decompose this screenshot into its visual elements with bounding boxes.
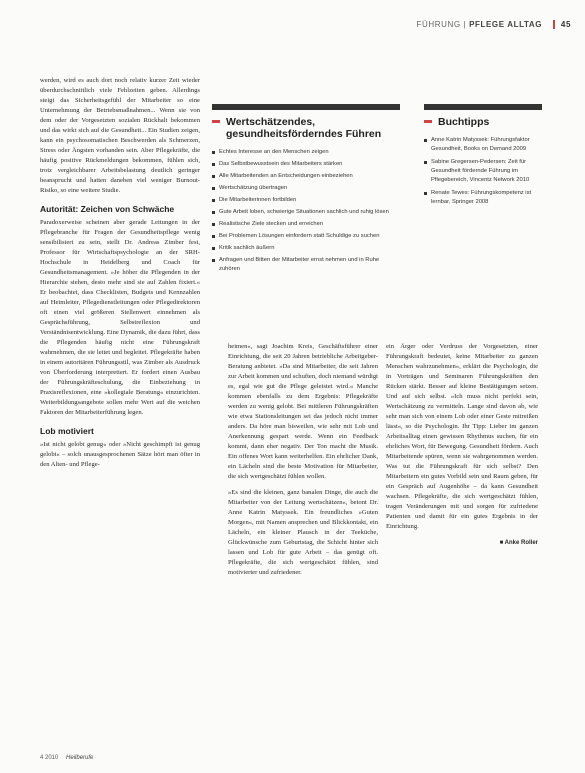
info-box-item: Gute Arbeit loben, schwierige Situationen sachlich und ruhig lösen [212, 208, 400, 217]
book-tips-list [424, 136, 542, 207]
subheading-praise: Lob motiviert [40, 426, 94, 436]
info-box-list [212, 148, 400, 274]
left-paragraph-1: werden, wird es auch dort noch relativ kurzer Zeit wieder überdurchschnittlich viele Fehlzeiten geben. Allerdings steigt das Sicherheitsgefühl der Mitarbeiter so eine Unternehmung der Betriebsmaßnahmen... Wenn sie von dem oder der Vorgesetzten sozialen Rückhalt bekommen und das wirkt sich auf die Gesundheit... Ein Studien zeigen, kann ein psychosomatischen Beschwerden als Schmerzen, Stress oder Ängsten vorhanden sein. Aber Pflegekräfte, die häufig positive Rückmeldungen bekommen, fühlen sich, trotz vergleichbarer Arbeitsbelastung deutlich geringer beansprucht und hatten daneben viel weniger Burnout-Risiko, so eine weitere Studie. [40, 77, 200, 194]
header-category: PFLEGE ALLTAG [469, 20, 543, 29]
info-box-item: Das Selbstbewusstsein des Mitarbeiters stärken [212, 160, 400, 169]
author-credit: ■ Anke Roller [499, 540, 538, 546]
left-paragraph-3: »Ist nicht gelobt genug« oder »Nicht geschimpft ist genug gelobt« – solch unausgesprochenen Sätze hört man öfter in den Alten- und Pflege- [40, 441, 200, 468]
issue-number: 4 2010 [40, 755, 59, 761]
info-box-item: Kritik sachlich äußern [212, 244, 400, 253]
left-column [40, 76, 200, 476]
right-column [386, 342, 538, 548]
info-box-leadership [212, 104, 400, 320]
info-box-item: Wertschätzung übertragen [212, 184, 400, 193]
book-tips-title: Buchtipps [424, 110, 542, 136]
book-tips-box [424, 104, 542, 310]
author-name: Anke Roller [504, 540, 538, 546]
mid-paragraph-2: »Es sind die kleinen, ganz banalen Dinge, die auch die Mitarbeiter von der Leitung wertschätzen«, betont Dr. Anne Katrin Matyssek. Ein freundliches »Guten Morgen«, mit Namen ansprechen und Blickkontakt, ein Lächeln, ein kleiner Plausch in der Teeküche, Glückwünsche zum Geburtstag, die Schicht hinter sich lassen und Lob für gute Arbeit – das genügt oft. Pflegekräfte, die sich wertgeschätzt fühlen, sind motivierter und zufriedener. [228, 489, 378, 576]
info-box-title: Wertschätzendes, gesundheitsförderndes Führen [212, 110, 400, 148]
info-box-item: Bei Problemen Lösungen einfordern statt Schuldige zu suchen [212, 232, 400, 241]
middle-column [228, 342, 378, 584]
info-box-item: Anfragen und Bitten der Mitarbeiter ernst nehmen und in Ruhe zuhören [212, 256, 400, 274]
page-footer [40, 755, 93, 761]
info-box-item: Die Mitarbeiterinnen fortbilden [212, 196, 400, 205]
book-tip-item: Sabine Gregersen-Pedersen: Zeit für Gesundheit fördernde Führung im Pflegebereich, Vincentz Network 2010 [424, 158, 542, 185]
book-tip-item: Anne Katrin Matyssek: Führungsfaktor Gesundheit, Books on Demand 2009 [424, 136, 542, 154]
info-box-item: Alle Mitarbeitenden an Entscheidungen einbeziehen [212, 172, 400, 181]
page-number: 45 [553, 20, 571, 29]
running-header: FÜHRUNG | PFLEGE ALLTAG 45 [416, 20, 571, 29]
info-box-item: Realistische Ziele stecken und erreichen [212, 220, 400, 229]
info-box-item: Echtes Interesse an den Menschen zeigen [212, 148, 400, 157]
mid-paragraph-1: heimen«, sagt Joachim Kreis, Geschäftsführer einer Einrichtung, die seit 20 Jahren betriebliche Arbeitgeber-Beratung anbietet. »Da sind Mitarbeiter, die seit Jahren zur Arbeit kommen und schuften, doch niemand würdigt es, egal wie gut die Pflege geleistet wird.« Manche kommen ebenfalls zu dem Ergebnis: Pflegekräfte werden zu wenig gelobt. Bei mittleren Führungskräften wie etwa Stationsleitungen sei das jedoch nicht immer anders. Da höre man bisweilen, wie sehr mit Lob und Anerkennung gespart werde. Wenn ein Feedback kommt, dann eher negativ. Der Ton macht die Musik. Ein offenes Wort kann weiterhelfen. Ein ehrlicher Dank, ein Lächeln sind die beste Motivation für Mitarbeiter, die sich wertgeschätzt fühlen wollen. [228, 343, 378, 480]
header-section: FÜHRUNG [416, 20, 461, 29]
book-tip-item: Renate Tewes: Führungskompetenz ist lernbar, Springer 2008 [424, 189, 542, 207]
magazine-brand: Heilberufe [66, 755, 94, 761]
left-paragraph-2: Paradoxerweise scheinen aber gerade Leitungen in der Pflegebranche für Fragen der Gesundheitspflege wenig sensibilisiert zu sein, stellt Dr. Andreas Zimber fest, Professor für Wirtschaftspsychologie an der SRH-Hochschule in Heidelberg und Coach für Gesundheitsmanagement. »Je höher die Pflegenden in der Hierarchie stehen, desto mehr sind sie auf Zahlen fixiert.« Er beobachtet, dass Checklisten, Budgets und Kennzahlen auf Heimleiter, Pflegedienstleitungen oder Pflegedirektoren oft einen viel größeren Stellenwert einnehmen als Gesprächsführung, Selbstreflexion und Verständnisentwicklung. Eine Dynamik, die dazu führt, dass die Pflegenden häufig nicht eine Führungskraft wahrnehmen, die sie leitet und begleitet. Pflegekräfte haben in einem autoritären Führungsstil, was Zimber als Ausdruck von Überforderung interpretiert. Er fordert einen Ausbau der Führungskräfteschulung, die Einbeziehung in Praxisreflexionen, eine »kollegiale Beratung« einzurichten. Weiterbildungsangebote sollen mehr Wert auf die weichen Faktoren der Mitarbeiterführung legen. [40, 219, 200, 416]
right-paragraph-1: ein Ärger oder Verdruss der Vorgesetzten, einer Führungskraft bedeutet, keine Mitarbeiter zu ganzen Menschen wahrzunehmen«, erklärt die Psychologin, die in Vorträgen und Seminaren Führungskräften den Rücken stärkt. Besser auf kleine Bestätigungen setzen. Und auf sich selbst. »Ich muss nicht perfekt sein, Wertschätzung zu vermitteln. Lange sind davon ab, wie sehr man sich von einem Lob oder einer Geste mitreißen lässt«, so die Psychologin. Ihr Tipp: Lieber im ganzen Arbeitsalltag einen gewissen Rhythmus suchen, für ein ehrliches Wort, für Bewegung. Gesundheit fördern. Auch Mitarbeitende spüren, wenn sie wahrgenommen werden. Was tut die Führungskraft für sich selbst? Den Mitarbeitern ein gutes Vorbild sein und Raum geben, für ein Gespräch auf Augenhöhe – da kann Gesundheit wachsen. Pflegekräfte, die sich wertgeschätzt fühlen, tragen Veränderungen mit und sorgen für zufriedene Patienten und damit für ein gutes Ergebnis in der Einrichtung. [386, 343, 538, 530]
subheading-authority: Autorität: Zeichen von Schwäche [40, 204, 175, 214]
